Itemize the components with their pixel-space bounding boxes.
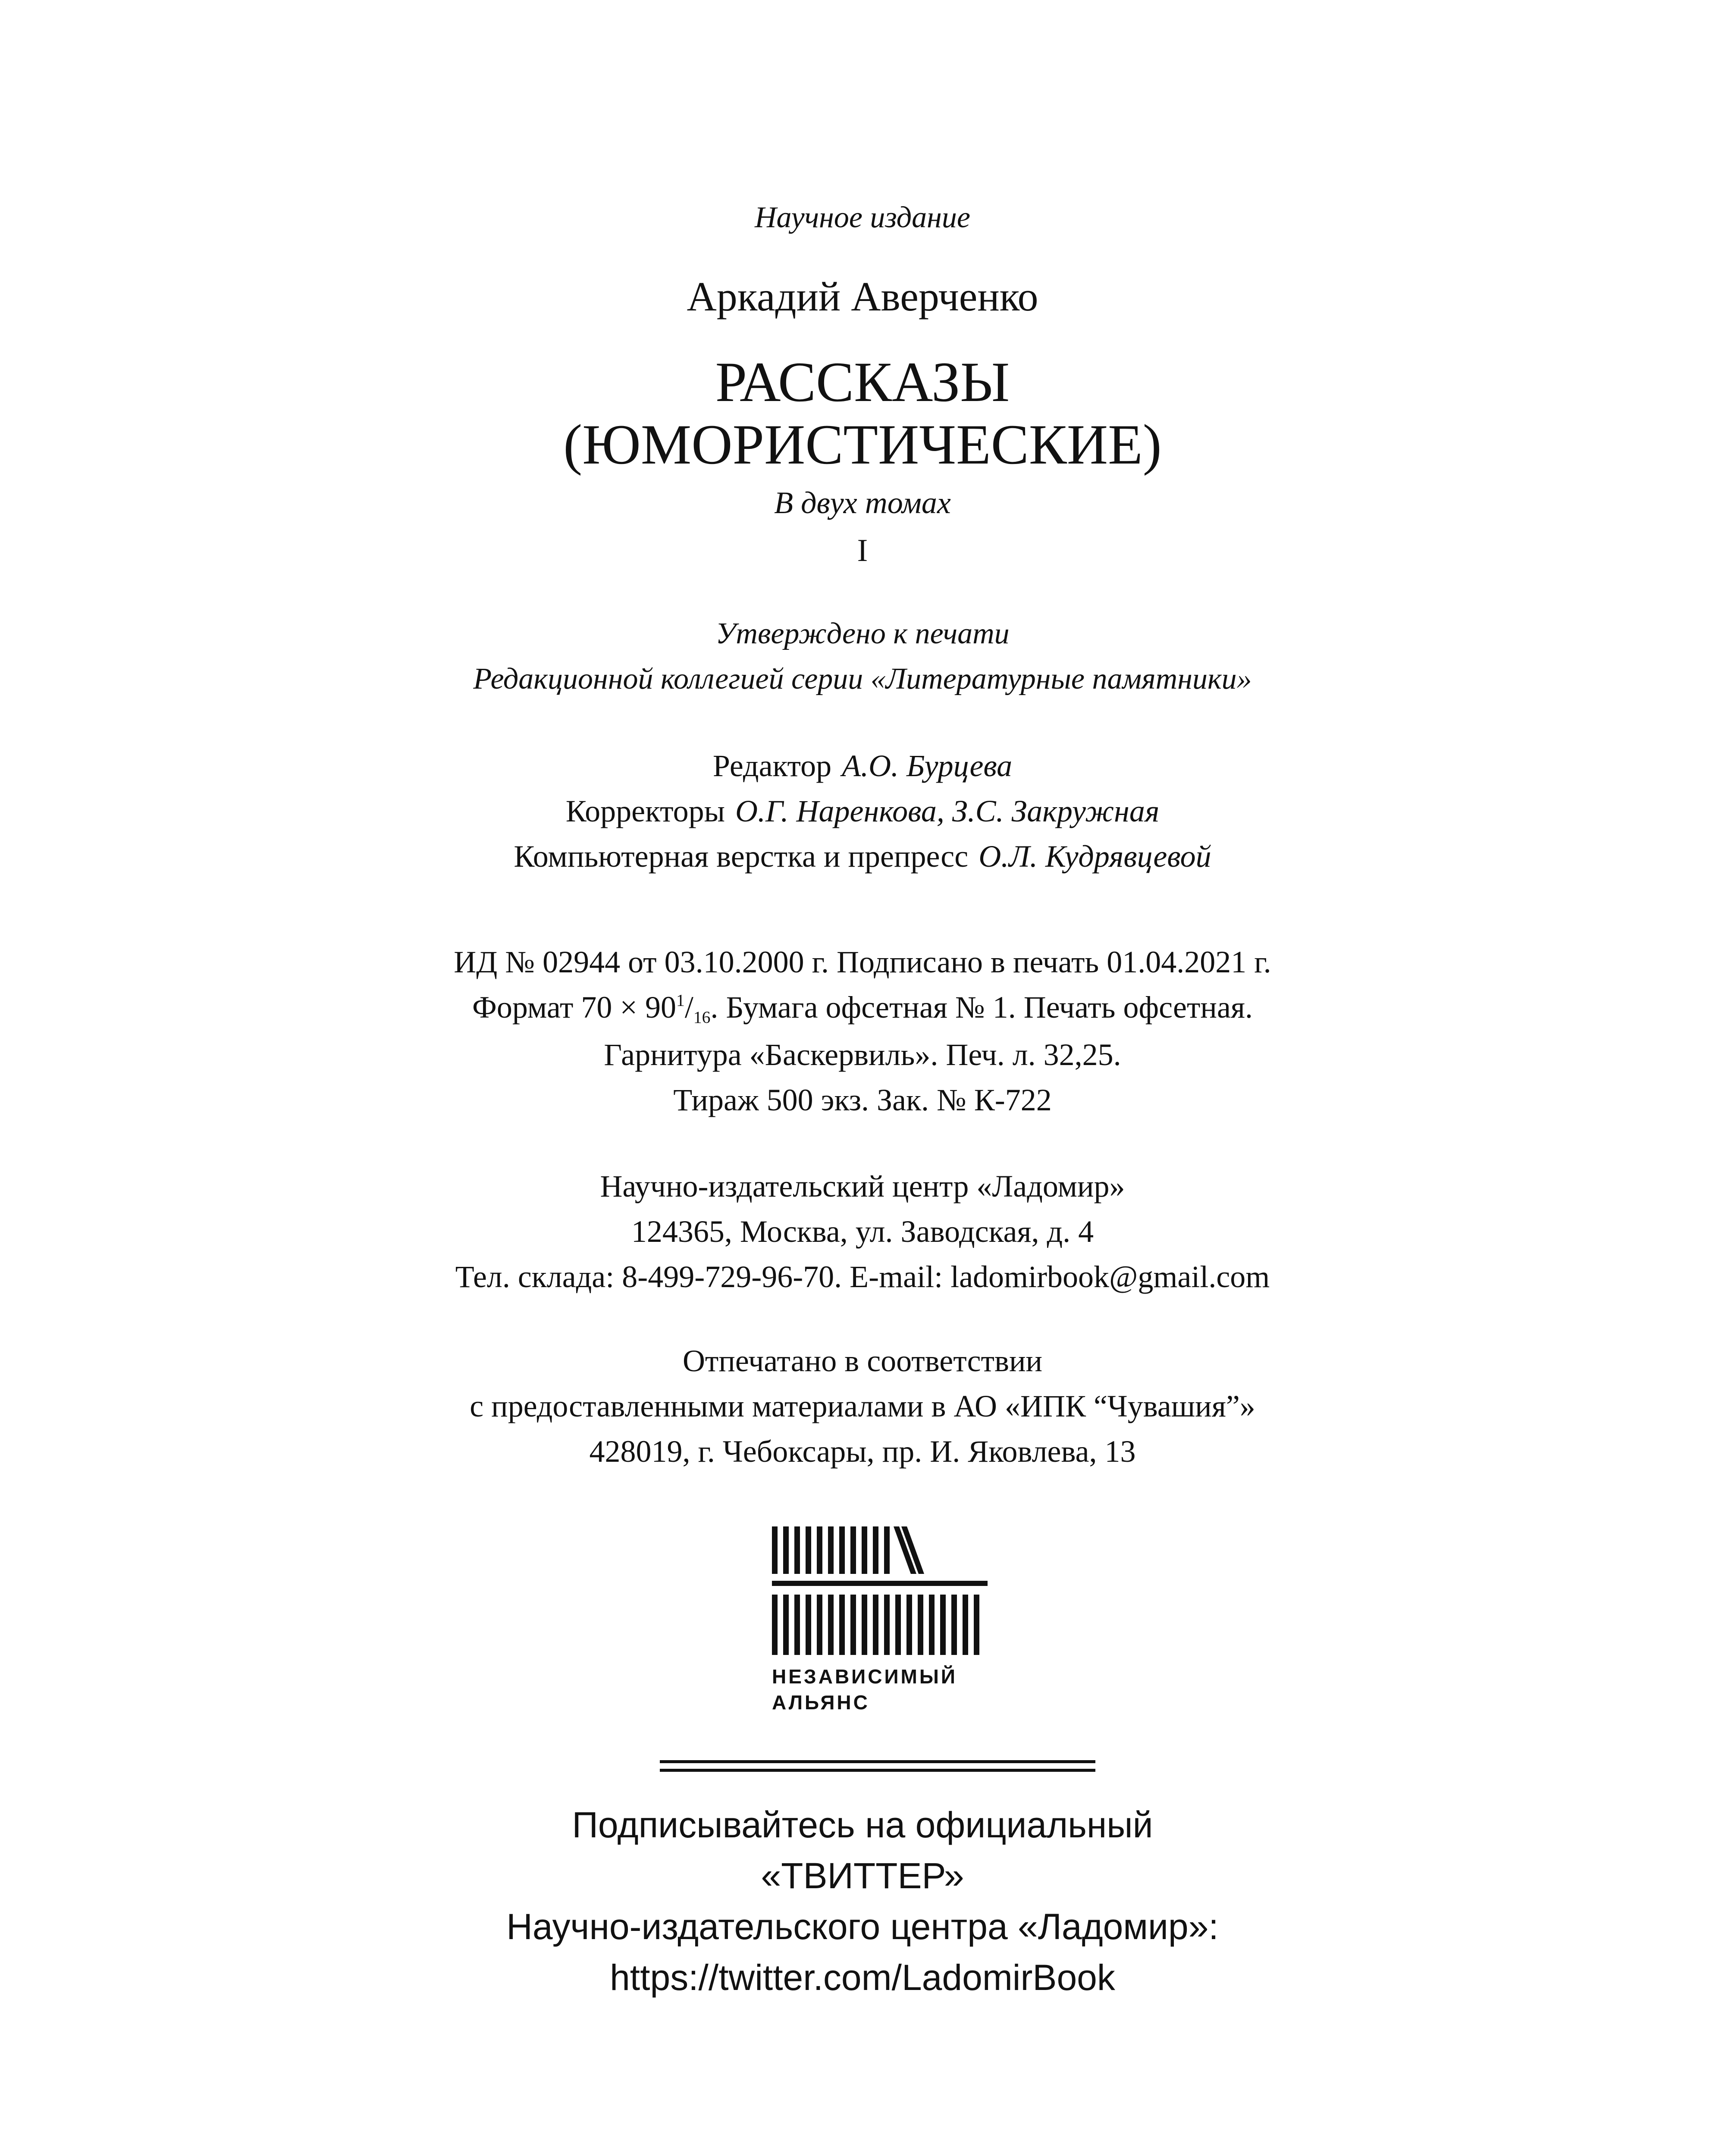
book-title-line1: РАССКАЗЫ: [715, 350, 1010, 414]
volume-number: I: [857, 533, 868, 568]
logo-text-line2: АЛЬЯНС: [772, 1691, 870, 1714]
logo-barcode-icon: [772, 1526, 988, 1664]
promo-line1: Подписывайтесь на официальный: [572, 1805, 1153, 1845]
correctors-label: Корректоры: [565, 794, 725, 828]
printing-line3: 428019, г. Чебоксары, пр. И. Яковлева, 13: [589, 1434, 1136, 1469]
editor-credit: [0, 750, 1725, 781]
imprint-format-line: [0, 992, 1725, 1026]
imprint-line4: Тираж 500 экз. Зак. № К-722: [673, 1083, 1052, 1117]
imprint-line1: ИД № 02944 от 03.10.2000 г. Подписано в печать 01.04.2021 г.: [454, 945, 1271, 979]
publisher-logo: [772, 1526, 988, 1716]
author-name: Аркадий Аверченко: [687, 273, 1038, 320]
publisher-address: 124365, Москва, ул. Заводская, д. 4: [631, 1214, 1094, 1249]
promo-link[interactable]: https://twitter.com/LadomirBook: [610, 1957, 1115, 1998]
approval-line2: Редакционной коллегией серии «Литературные памятники»: [473, 662, 1252, 696]
approval-line1: Утверждено к печати: [715, 617, 1010, 650]
correctors-credit: [0, 796, 1725, 827]
format-suffix: . Бумага офсетная № 1. Печать офсетная.: [710, 990, 1253, 1025]
layout-label: Компьютерная верстка и препресс: [514, 839, 969, 874]
publisher-name: Научно-издательский центр «Ладомир»: [600, 1169, 1125, 1203]
layout-credit: [0, 841, 1725, 872]
imprint-line3: Гарнитура «Баскервиль». Печ. л. 32,25.: [604, 1037, 1121, 1072]
format-prefix: Формат 70 × 90: [472, 990, 677, 1025]
printing-line1: Отпечатано в соответствии: [682, 1344, 1043, 1378]
edition-type: Научное издание: [755, 201, 970, 234]
promo-line3: Научно-издательского центра «Ладомир»:: [506, 1906, 1219, 1947]
format-slash: /: [684, 990, 693, 1025]
divider-rule-top: [660, 1760, 1095, 1763]
correctors-names: О.Г. Наренкова, З.С. Закружная: [735, 794, 1160, 828]
volumes-note: В двух томах: [774, 486, 951, 520]
printing-line2: с предоставленными материалами в АО «ИПК “Чувашия”»: [470, 1389, 1255, 1423]
book-title-line2: (ЮМОРИСТИЧЕСКИЕ): [563, 413, 1162, 476]
layout-name: О.Л. Кудрявцевой: [979, 839, 1211, 874]
promo-line2: «ТВИТТЕР»: [761, 1855, 964, 1896]
format-superscript: 1: [676, 990, 685, 1010]
divider-rule-bottom: [660, 1769, 1095, 1772]
logo-text-line1: НЕЗАВИСИМЫЙ: [772, 1665, 957, 1688]
editor-name: А.О. Бурцева: [842, 749, 1013, 783]
publisher-contacts: Тел. склада: 8-499-729-96-70. E-mail: ladomirbook@gmail.com: [455, 1260, 1270, 1294]
editor-label: Редактор: [712, 749, 832, 783]
format-subscript: 16: [693, 1007, 711, 1027]
